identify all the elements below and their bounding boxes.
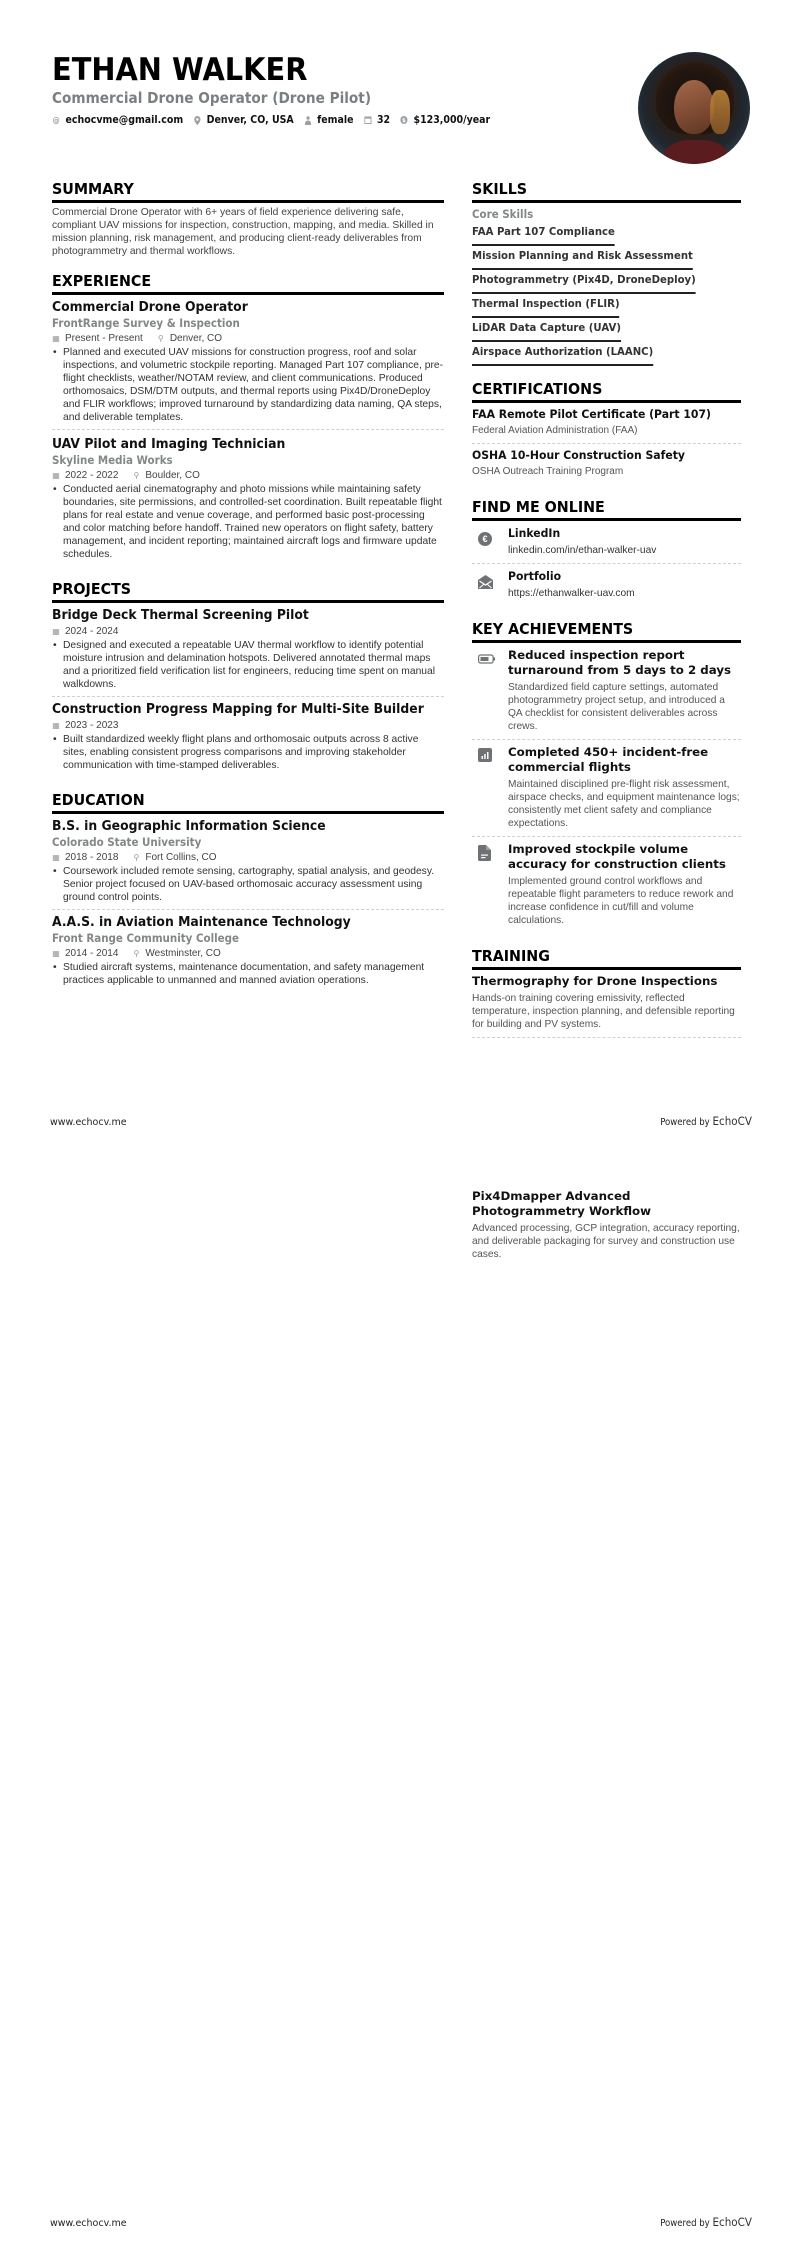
training-section-continued xyxy=(472,1185,741,1267)
section-heading: EXPERIENCE xyxy=(52,272,444,295)
online-link-label: Portfolio xyxy=(508,569,562,583)
online-link-url[interactable]: https://ethanwalker-uav.com xyxy=(508,588,635,599)
certification-issuer: OSHA Outreach Training Program xyxy=(472,466,624,477)
experience-entry xyxy=(52,430,444,566)
experience-entry xyxy=(52,295,444,430)
map-pin-icon: ⚲ xyxy=(133,853,140,862)
certification-entry xyxy=(472,444,741,484)
section-heading: FIND ME ONLINE xyxy=(472,498,741,521)
entry-meta xyxy=(52,469,444,482)
section-heading: KEY ACHIEVEMENTS xyxy=(472,620,741,643)
online-link-portfolio[interactable] xyxy=(472,564,741,606)
education-entry xyxy=(52,910,444,992)
entry-bullet: • Studied aircraft systems, maintenance documentation, and safety management practices applicable to unmanned and manned aviation operations. xyxy=(52,961,444,987)
contact-email[interactable]: @ echocvme@gmail.com xyxy=(52,114,184,126)
certification-issuer: Federal Aviation Administration (FAA) xyxy=(472,425,638,436)
section-heading: TRAINING xyxy=(472,947,741,970)
achievements-section xyxy=(472,620,741,933)
euro-icon: € xyxy=(478,532,492,546)
online-link-linkedin[interactable] xyxy=(472,521,741,564)
training-title: Thermography for Drone Inspections xyxy=(472,974,718,988)
calendar-icon: ▦ xyxy=(52,721,60,730)
entry-location: Westminster, CO xyxy=(145,948,221,959)
money-icon xyxy=(400,116,408,125)
school-name: Front Range Community College xyxy=(52,932,239,945)
training-section xyxy=(472,947,741,1038)
online-link-url[interactable]: linkedin.com/in/ethan-walker-uav xyxy=(508,545,657,556)
right-column xyxy=(472,180,741,1052)
job-title: UAV Pilot and Imaging Technician xyxy=(52,437,286,452)
calendar-icon: ▦ xyxy=(52,627,60,636)
map-pin-icon: ⚲ xyxy=(157,334,164,343)
footer-site-link[interactable]: www.echocv.me xyxy=(50,2218,127,2229)
entry-location: Fort Collins, CO xyxy=(145,852,217,863)
left-column xyxy=(52,180,444,1006)
education-entry xyxy=(52,814,444,910)
project-title: Construction Progress Mapping for Multi-Site Builder xyxy=(52,702,424,717)
experience-section xyxy=(52,272,444,566)
company-name: FrontRange Survey & Inspection xyxy=(52,317,240,330)
training-entry xyxy=(472,1185,741,1267)
entry-dates: Present - Present xyxy=(65,333,143,344)
resume-header xyxy=(52,52,612,126)
achievement-desc: Implemented ground control workflows and repeatable flight parameters to reduce rework and increase confidence in cut/fill and volume calculations. xyxy=(508,876,734,926)
project-entry xyxy=(52,603,444,697)
section-heading: PROJECTS xyxy=(52,580,444,603)
entry-meta xyxy=(52,332,444,345)
training-desc: Advanced processing, GCP integration, accuracy reporting, and deliverable packaging for survey and construction use cases. xyxy=(472,1223,740,1260)
online-link-label: LinkedIn xyxy=(508,526,561,540)
candidate-name: ETHAN WALKER xyxy=(52,52,308,88)
entry-bullet: • Conducted aerial cinematography and photo missions while maintaining safety boundaries, site permissions, and controlled-set coordination. Built repeatable flight plans for real estate and venue coverage, and performed basic post-processing and color matching before handoff. Trained new operators on flight safety, battery management, and incident reporting; maintained aircraft logs and firmware update schedules. xyxy=(52,483,444,561)
calendar-icon: ▦ xyxy=(52,853,60,862)
contact-gender: female xyxy=(304,114,354,126)
skill-item: FAA Part 107 Compliance xyxy=(472,222,615,246)
skill-item: LiDAR Data Capture (UAV) xyxy=(472,318,621,342)
map-pin-icon xyxy=(193,116,201,125)
entry-dates: 2022 - 2022 xyxy=(65,470,119,481)
skill-item: Thermal Inspection (FLIR) xyxy=(472,294,620,318)
entry-meta xyxy=(52,851,444,864)
map-pin-icon: ⚲ xyxy=(133,949,140,958)
project-title: Bridge Deck Thermal Screening Pilot xyxy=(52,608,309,623)
education-section xyxy=(52,791,444,992)
entry-meta xyxy=(52,947,444,960)
training-title: Pix4Dmapper Advanced Photogrammetry Workflow xyxy=(472,1189,652,1218)
achievement-title: Improved stockpile volume accuracy for construction clients xyxy=(508,842,726,871)
achievement-title: Reduced inspection report turnaround from 5 days to 2 days xyxy=(508,648,732,677)
section-heading: SKILLS xyxy=(472,180,741,203)
skills-section xyxy=(472,180,741,366)
person-icon xyxy=(304,116,312,125)
entry-meta xyxy=(52,719,444,732)
entry-bullet: • Built standardized weekly flight plans and orthomosaic outputs across 8 active sites, enabling consistent progress comparisons and improving stakeholder communication with time-stamped deliverables. xyxy=(52,733,444,772)
entry-dates: 2024 - 2024 xyxy=(65,626,119,637)
contact-location: Denver, CO, USA xyxy=(193,114,294,126)
summary-section xyxy=(52,180,444,258)
skill-item: Photogrammetry (Pix4D, DroneDeploy) xyxy=(472,270,696,294)
entry-bullet: • Designed and executed a repeatable UAV thermal workflow to identify potential moisture intrusion and delamination hotspots. Delivered annotated thermal maps and a prioritized field verification list for engineers, reducing time spent on manual walkdowns. xyxy=(52,639,444,691)
section-heading: CERTIFICATIONS xyxy=(472,380,741,403)
achievement-title: Completed 450+ incident-free commercial flights xyxy=(508,745,709,774)
skill-category: Core Skills xyxy=(472,208,534,221)
contact-salary: $ $123,000/year xyxy=(400,114,490,126)
contact-line xyxy=(52,114,556,126)
training-desc: Hands-on training covering emissivity, reflected temperature, inspection planning, and defensible reporting for building and PV systems. xyxy=(472,993,735,1030)
school-name: Colorado State University xyxy=(52,836,202,849)
map-pin-icon: ⚲ xyxy=(133,471,140,480)
entry-location: Denver, CO xyxy=(169,333,223,344)
section-heading: EDUCATION xyxy=(52,791,444,814)
footer-powered-by: Powered by EchoCV xyxy=(660,2215,752,2229)
resume-page-2 xyxy=(0,1123,794,2246)
certifications-section xyxy=(472,380,741,484)
calendar-icon xyxy=(363,116,371,125)
achievement-entry xyxy=(472,643,741,740)
entry-bullet: • Coursework included remote sensing, cartography, spatial analysis, and geodesy. Senior project focused on UAV-based orthomosaic accuracy assessment using ground control points. xyxy=(52,865,444,904)
entry-location: Boulder, CO xyxy=(145,470,200,481)
calendar-icon: ▦ xyxy=(52,471,60,480)
project-entry xyxy=(52,697,444,777)
certification-entry xyxy=(472,403,741,444)
calendar-icon: ▦ xyxy=(52,334,60,343)
achievement-desc: Standardized field capture settings, automated photogrammetry project setup, and introduced a QA checklist for consistent deliverables across crews. xyxy=(508,682,725,732)
certification-name: OSHA 10-Hour Construction Safety xyxy=(472,448,685,462)
online-section xyxy=(472,498,741,606)
envelope-icon xyxy=(472,569,508,601)
candidate-title: Commercial Drone Operator (Drone Pilot) xyxy=(52,89,372,107)
entry-meta xyxy=(52,625,444,638)
training-entry xyxy=(472,970,741,1038)
at-icon: @ xyxy=(52,115,60,125)
projects-section xyxy=(52,580,444,777)
svg-text:$: $ xyxy=(402,117,406,124)
achievement-desc: Maintained disciplined pre-flight risk assessment, airspace checks, and equipment maintenance logs; consistently met client safety and compliance expectations. xyxy=(508,779,740,829)
signal-bars-icon xyxy=(472,745,508,830)
footer-brand: EchoCV xyxy=(712,2215,752,2229)
entry-dates: 2023 - 2023 xyxy=(65,720,119,731)
company-name: Skyline Media Works xyxy=(52,454,173,467)
profile-photo xyxy=(638,52,750,164)
degree-title: A.A.S. in Aviation Maintenance Technology xyxy=(52,915,351,930)
achievement-entry xyxy=(472,740,741,837)
entry-dates: 2014 - 2014 xyxy=(65,948,119,959)
entry-bullet: • Planned and executed UAV missions for construction progress, roof and solar inspections, and volumetric stockpile reporting. Managed Part 107 compliance, pre-flight checklists, weather/NOTAM review, and client communications. Produced orthomosaics, DSM/DTM outputs, and thermal reports using Pix4D/DroneDeploy and FLIR workflows; improved turnaround by standardizing data naming, QA steps, and deliverable templates. xyxy=(52,346,444,424)
footer-site-link[interactable]: www.echocv.me xyxy=(50,1117,127,1128)
footer-powered-by: Powered by EchoCV xyxy=(660,1114,752,1128)
footer-brand: EchoCV xyxy=(712,1114,752,1128)
summary-text: Commercial Drone Operator with 6+ years of field experience delivering safe, compliant UAV missions for inspection, construction, mapping, and media. Skilled in mission planning, risk management, and producing client-ready deliverables from photogrammetry and thermal workflows. xyxy=(52,207,434,257)
contact-age: 32 xyxy=(363,114,390,126)
entry-dates: 2018 - 2018 xyxy=(65,852,119,863)
job-title: Commercial Drone Operator xyxy=(52,300,248,315)
document-icon xyxy=(472,842,508,927)
certification-name: FAA Remote Pilot Certificate (Part 107) xyxy=(472,407,711,421)
skill-item: Mission Planning and Risk Assessment xyxy=(472,246,693,270)
section-heading: SUMMARY xyxy=(52,180,444,203)
degree-title: B.S. in Geographic Information Science xyxy=(52,819,326,834)
battery-icon xyxy=(472,648,508,733)
achievement-entry xyxy=(472,837,741,933)
calendar-icon: ▦ xyxy=(52,949,60,958)
page-footer xyxy=(50,2215,752,2229)
skill-item: Airspace Authorization (LAANC) xyxy=(472,342,653,366)
